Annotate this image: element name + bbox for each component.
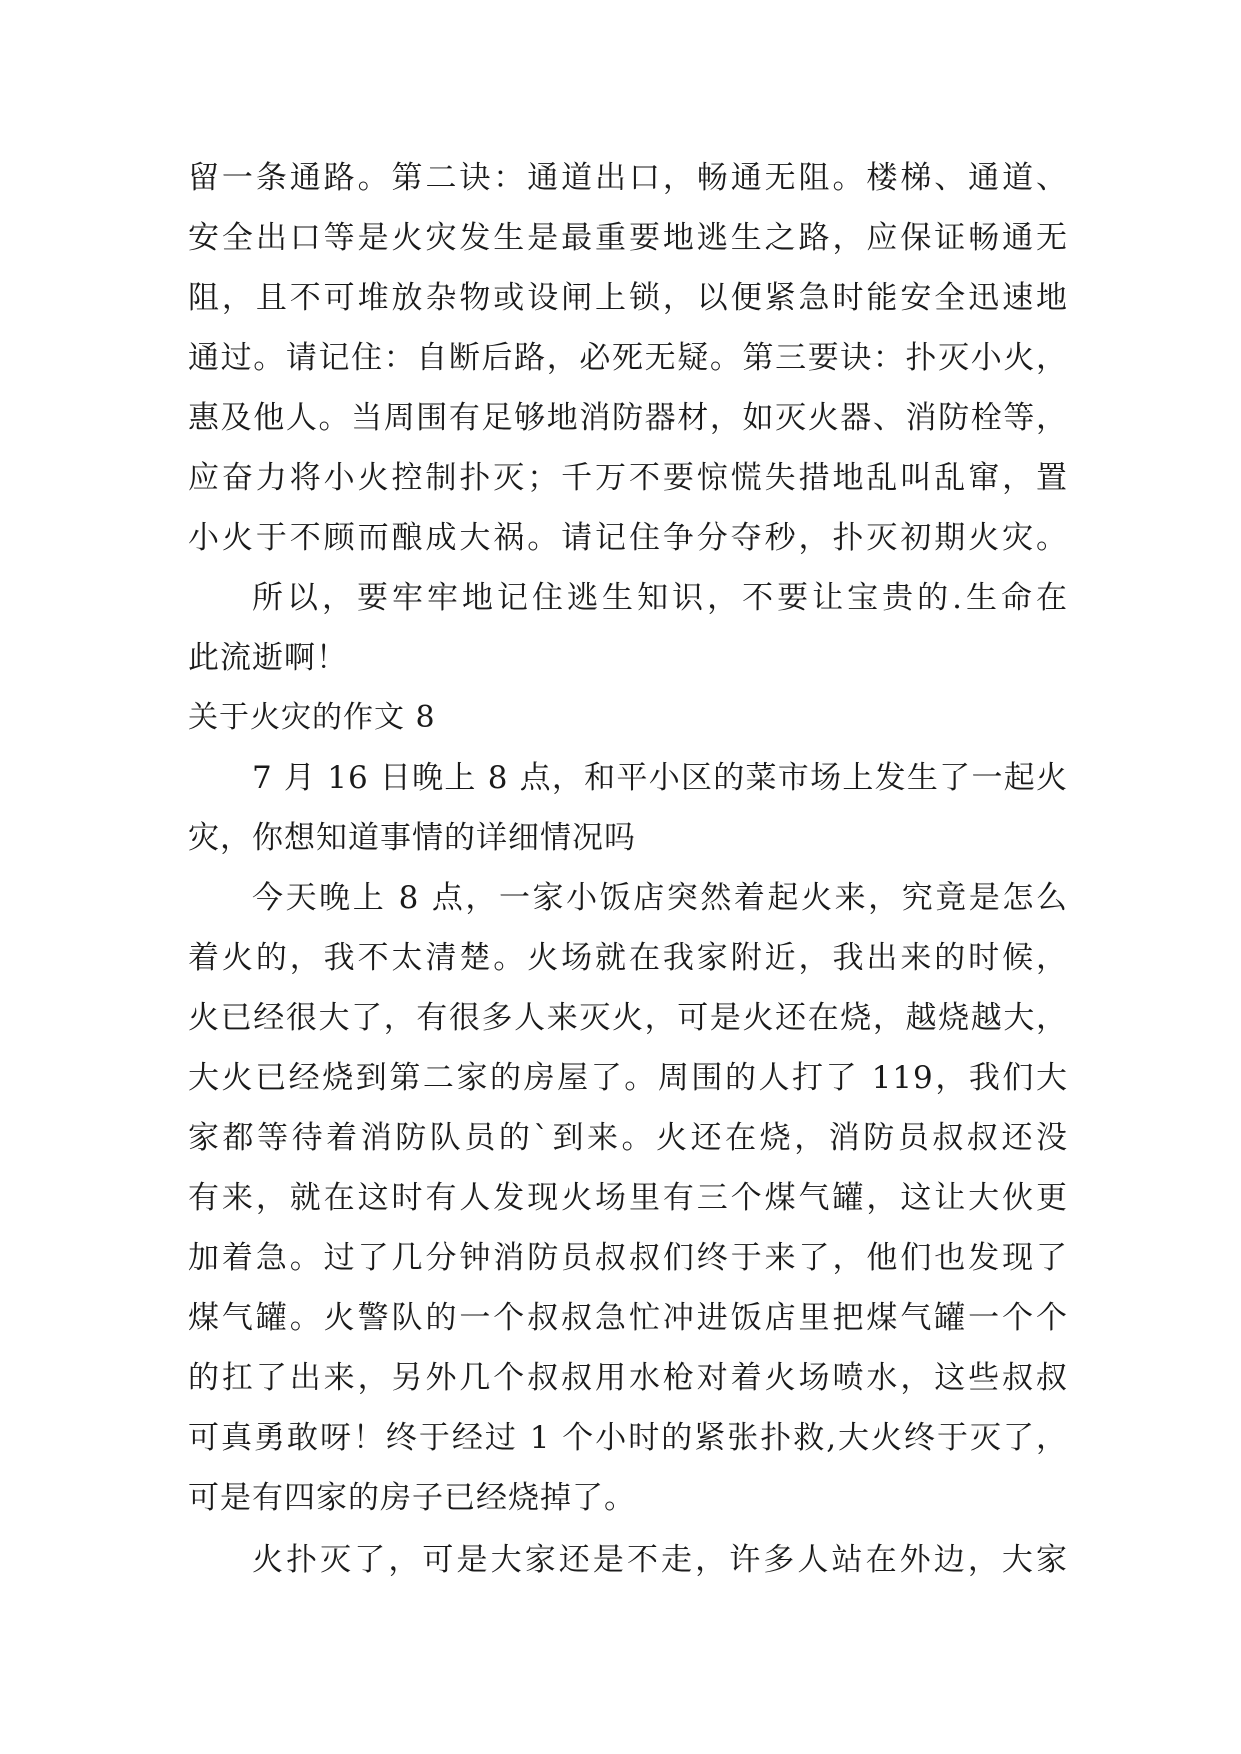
text-line: 可真勇敢呀！终于经过 1 个小时的紧张扑救,大火终于灭了，: [188, 1420, 1068, 1456]
text-line: 安全出口等是火灾发生是最重要地逃生之路，应保证畅通无: [188, 220, 1068, 256]
text-line: 通过。请记住：自断后路，必死无疑。第三要诀：扑灭小火，: [188, 340, 1068, 376]
text-line: 此流逝啊！: [188, 640, 348, 676]
text-line: 家都等待着消防队员的`到来。火还在烧，消防员叔叔还没: [188, 1120, 1068, 1156]
text-line: 有来，就在这时有人发现火场里有三个煤气罐，这让大伙更: [188, 1180, 1068, 1216]
text-line: 火已经很大了，有很多人来灭火，可是火还在烧，越烧越大，: [188, 1000, 1068, 1036]
text-line: 所以，要牢牢地记住逃生知识，不要让宝贵的.生命在: [252, 580, 1068, 616]
section-heading: 关于火灾的作文 8: [188, 700, 436, 735]
text-line: 着火的，我不太清楚。火场就在我家附近，我出来的时候，: [188, 940, 1068, 976]
text-line: 可是有四家的房子已经烧掉了。: [188, 1480, 636, 1516]
text-line: 的扛了出来，另外几个叔叔用水枪对着火场喷水，这些叔叔: [188, 1360, 1068, 1396]
text-line: 火扑灭了，可是大家还是不走，许多人站在外边，大家: [252, 1542, 1068, 1578]
text-line: 阻，且不可堆放杂物或设闸上锁，以便紧急时能安全迅速地: [188, 280, 1068, 316]
text-line: 今天晚上 8 点，一家小饭店突然着起火来，究竟是怎么: [252, 880, 1068, 916]
text-line: 加着急。过了几分钟消防员叔叔们终于来了，他们也发现了: [188, 1240, 1068, 1276]
text-line: 惠及他人。当周围有足够地消防器材，如灭火器、消防栓等，: [188, 400, 1068, 436]
text-line: 7 月 16 日晚上 8 点，和平小区的菜市场上发生了一起火: [252, 760, 1068, 796]
text-line: 小火于不顾而酿成大祸。请记住争分夺秒，扑灭初期火灾。: [188, 520, 1068, 556]
text-line: 应奋力将小火控制扑灭；千万不要惊慌失措地乱叫乱窜，置: [188, 460, 1068, 496]
text-line: 留一条通路。第二诀：通道出口，畅通无阻。楼梯、通道、: [188, 160, 1068, 196]
text-line: 灾，你想知道事情的详细情况吗: [188, 820, 636, 856]
text-line: 煤气罐。火警队的一个叔叔急忙冲进饭店里把煤气罐一个个: [188, 1300, 1068, 1336]
text-line: 大火已经烧到第二家的房屋了。周围的人打了 119，我们大: [188, 1060, 1068, 1096]
